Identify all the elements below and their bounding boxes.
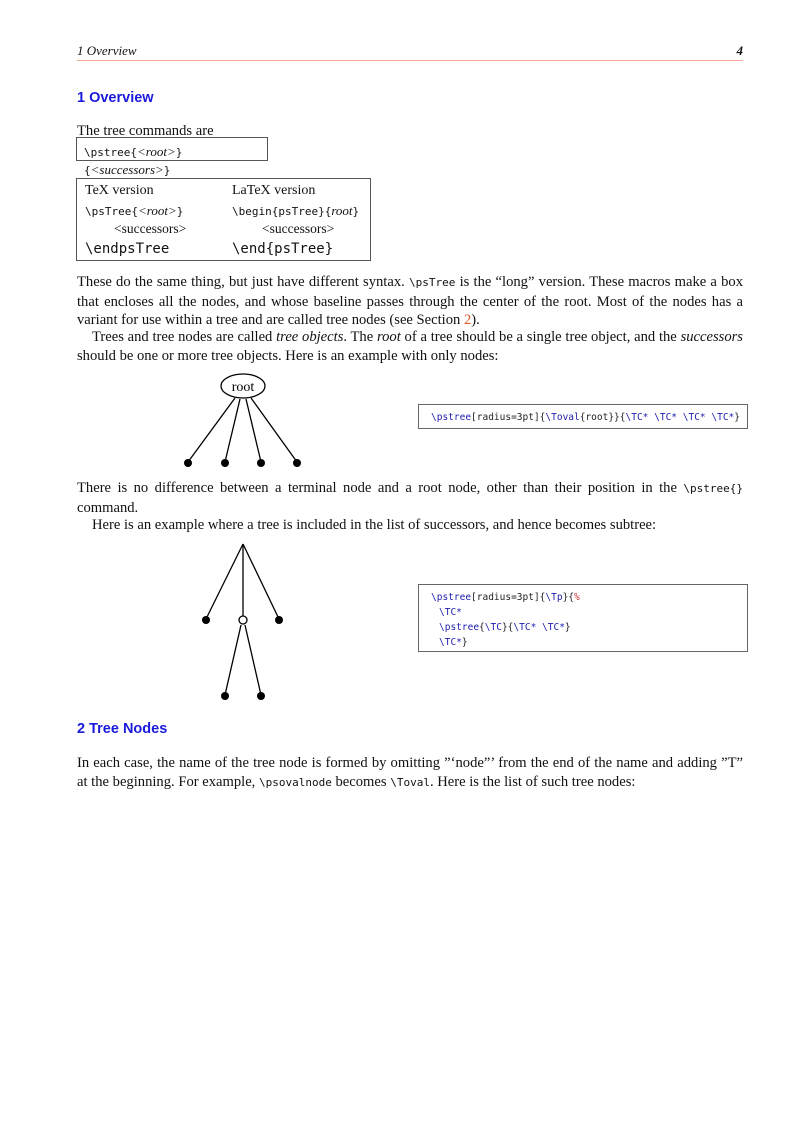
code-line: \pstree{\TC}{\TC* \TC*} (439, 622, 571, 633)
command-syntax: \pstree{<root>}{<successors>} (84, 144, 183, 177)
tree-edge (245, 625, 261, 695)
code-line: \TC* (439, 607, 462, 618)
root-label: root (231, 380, 255, 395)
code-line: \pstree[radius=3pt]{\Tp}{% (431, 592, 580, 603)
code-example-1: \pstree[radius=3pt]{\Toval{root}}{\TC* \TC* \TC* \TC*} (418, 404, 748, 429)
code-example-2 (418, 584, 748, 652)
subtree-root-node (239, 616, 247, 624)
code-line: \TC*} (439, 637, 468, 648)
command-box (76, 137, 268, 177)
terminal-node (184, 459, 192, 467)
terminal-node (221, 459, 229, 467)
page-number: 4 (736, 43, 743, 58)
running-header-section: 1 Overview (77, 43, 137, 58)
section-2-link[interactable]: 2 (463, 312, 472, 328)
tree-diagram-subtree (180, 535, 310, 705)
latex-line3: \end{psTree} (232, 241, 334, 257)
terminal-node (202, 616, 210, 624)
section-heading-tree-nodes[interactable]: 2 Tree Nodes (77, 721, 168, 737)
terminal-node (293, 459, 301, 467)
tree-diagram-nodes-only (170, 370, 320, 475)
paragraph-tree-objects: Trees and tree nodes are called tree objects. The root of a tree should be a single tree object, and the successors should be one or more tree objects. Here is an example with only nodes: (77, 329, 743, 364)
latex-line2: <successors> (262, 221, 335, 236)
tex-line1: \psTree{<root>} (85, 203, 184, 218)
terminal-node (257, 692, 265, 700)
paragraph-tree-nodes: In each case, the name of the tree node is formed by omitting ”‘node”’ from the end of the name and adding ”T” at the beginning. For example, \psovalnode becomes \Toval. Here is the list of such tree nodes: (77, 755, 743, 790)
tex-line3: \endpsTree (85, 241, 170, 257)
paragraph-terminal-node: There is no difference between a terminal node and a root node, other than their position in the \pstree{} command. (77, 480, 743, 516)
tree-edge (206, 544, 243, 619)
terminal-node (221, 692, 229, 700)
terminal-node (275, 616, 283, 624)
running-header (77, 42, 743, 61)
versions-box (76, 178, 371, 261)
tex-line2: <successors> (114, 221, 187, 236)
latex-version-title: LaTeX version (232, 183, 316, 198)
tree-edge (225, 625, 241, 695)
latex-line1: \begin{psTree}{root} (232, 203, 360, 218)
paragraph-subtree: Here is an example where a tree is included in the list of successors, and hence becomes subtree: (92, 517, 657, 533)
tree-edge (251, 398, 297, 462)
intro-text: The tree commands are (77, 123, 214, 139)
paragraph-syntax: These do the same thing, but just have different syntax. \psTree is the “long” version. These macros make a box that encloses all the nodes, and whose baseline passes through the center of the root. Most of the nodes has a variant for use within a tree and are called tree nodes (see Section 2). (77, 274, 743, 328)
section-heading-overview[interactable]: 1 Overview (77, 90, 154, 106)
terminal-node (257, 459, 265, 467)
tex-version-title: TeX version (85, 183, 154, 198)
tree-edge (243, 544, 279, 619)
